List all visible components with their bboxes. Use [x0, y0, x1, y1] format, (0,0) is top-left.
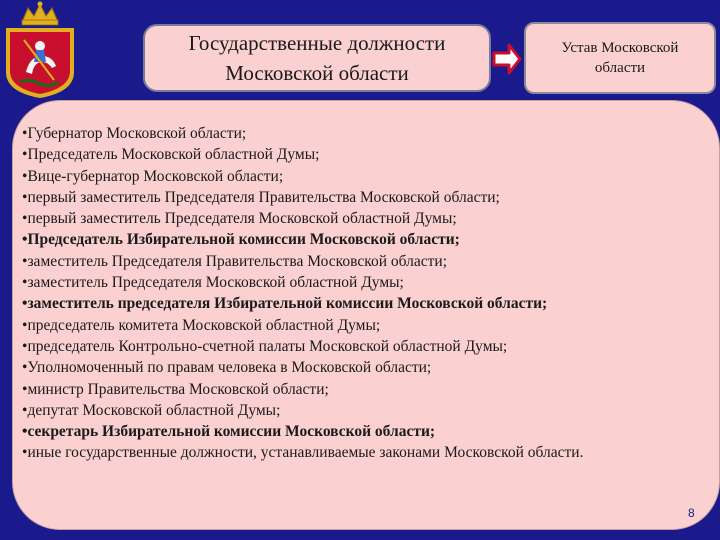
- position-item: • депутат Московской областной Думы;: [22, 400, 712, 421]
- position-item: • иные государственные должности, устанавливаемые законами Московской области.: [22, 442, 712, 463]
- position-item: • заместитель Председателя Московской областной Думы;: [22, 272, 712, 293]
- position-item: • заместитель председателя Избирательной комиссии Московской области;: [22, 293, 712, 314]
- moscow-oblast-coat-of-arms-icon: [0, 0, 80, 100]
- position-item: • секретарь Избирательной комиссии Московской области;: [22, 421, 712, 442]
- charter-box: [524, 22, 716, 94]
- position-item: • Председатель Избирательной комиссии Московской области;: [22, 229, 712, 250]
- position-item: • заместитель Председателя Правительства Московской области;: [22, 251, 712, 272]
- position-item: • председатель комитета Московской областной Думы;: [22, 315, 712, 336]
- position-item: • первый заместитель Председателя Правительства Московской области;: [22, 187, 712, 208]
- position-item: • Вице-губернатор Московской области;: [22, 166, 712, 187]
- title-line-2: Московской области: [225, 61, 409, 85]
- position-item: • первый заместитель Председателя Московской областной Думы;: [22, 208, 712, 229]
- position-item: • Председатель Московской областной Думы;: [22, 144, 712, 165]
- position-item: • Уполномоченный по правам человека в Московской области;: [22, 357, 712, 378]
- position-item: • министр Правительства Московской области;: [22, 379, 712, 400]
- arrow-right-icon: [492, 42, 522, 76]
- position-item: • Губернатор Московской области;: [22, 123, 712, 144]
- positions-list: [22, 123, 712, 464]
- title-box: [143, 24, 491, 92]
- title-line-1: Государственные должности: [188, 31, 446, 55]
- page-number: 8: [688, 506, 695, 520]
- position-item: • председатель Контрольно-счетной палаты Московской областной Думы;: [22, 336, 712, 357]
- charter-line-2: области: [594, 60, 646, 76]
- charter-line-1: Устав Московской: [561, 40, 679, 56]
